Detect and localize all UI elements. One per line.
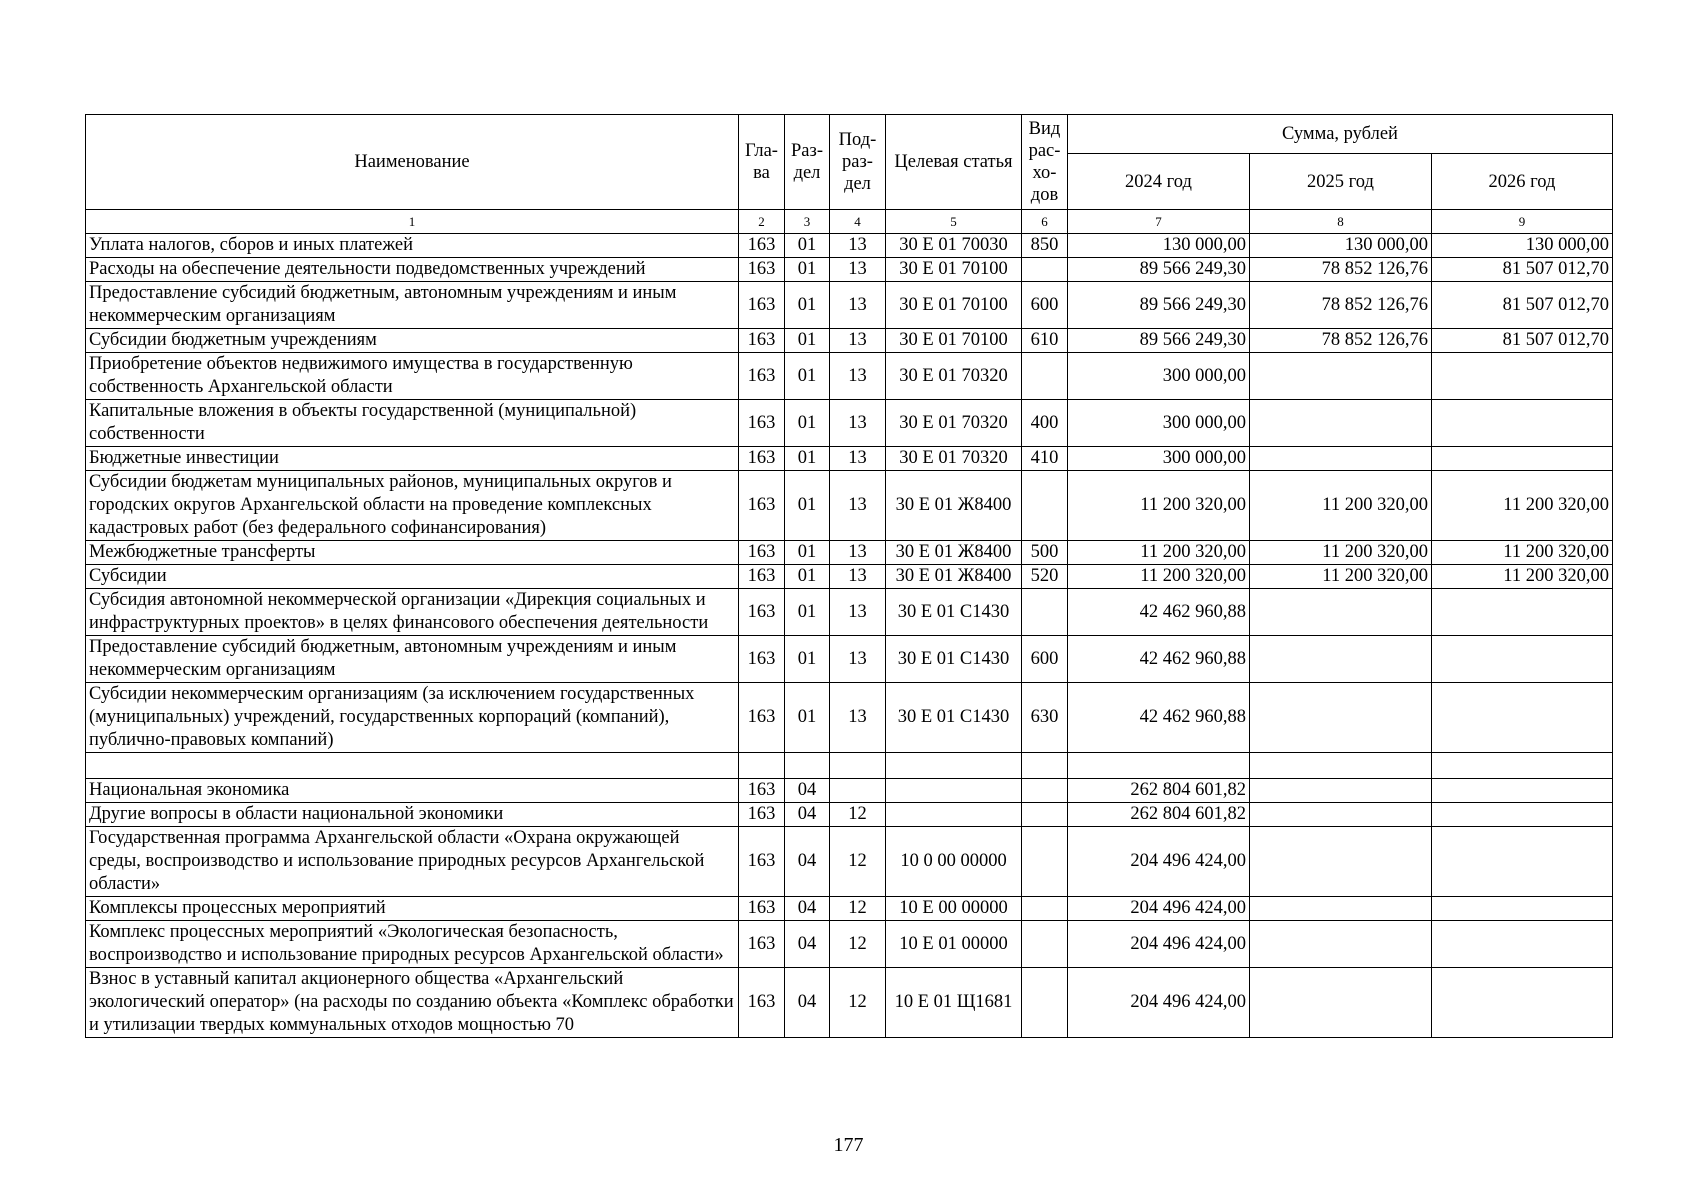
column-number: 7: [1068, 210, 1250, 234]
table-row: [86, 589, 1613, 636]
row-vid: [1022, 897, 1068, 921]
row-glava: 163: [739, 803, 785, 827]
row-sum-2026: [1432, 753, 1613, 779]
row-sum-2025: [1250, 683, 1432, 753]
row-razdel: 04: [785, 968, 830, 1038]
header-2026: 2026 год: [1432, 154, 1613, 210]
row-sum-2026: [1432, 921, 1613, 968]
row-sum-2026: [1432, 589, 1613, 636]
header-sum: Сумма, рублей: [1068, 115, 1613, 154]
column-number: 9: [1432, 210, 1613, 234]
budget-table: [85, 114, 1613, 1038]
row-name: Уплата налогов, сборов и иных платежей: [86, 234, 739, 258]
row-podrazdel: 13: [830, 400, 886, 447]
row-razdel: 01: [785, 541, 830, 565]
row-sum-2024: 89 566 249,30: [1068, 282, 1250, 329]
row-vid: 610: [1022, 329, 1068, 353]
row-sum-2024: 300 000,00: [1068, 400, 1250, 447]
row-razdel: 01: [785, 683, 830, 753]
table-row: [86, 400, 1613, 447]
row-sum-2024: 262 804 601,82: [1068, 779, 1250, 803]
row-razdel: 01: [785, 258, 830, 282]
row-name: Расходы на обеспечение деятельности подведомственных учреждений: [86, 258, 739, 282]
row-razdel: 01: [785, 234, 830, 258]
row-podrazdel: 13: [830, 565, 886, 589]
row-sum-2026: 81 507 012,70: [1432, 282, 1613, 329]
row-sum-2024: 11 200 320,00: [1068, 565, 1250, 589]
row-vid: [1022, 471, 1068, 541]
row-sum-2026: [1432, 968, 1613, 1038]
row-target: 30 Е 01 Ж8400: [886, 471, 1022, 541]
row-sum-2026: [1432, 636, 1613, 683]
header-2024: 2024 год: [1068, 154, 1250, 210]
row-sum-2024: 42 462 960,88: [1068, 589, 1250, 636]
row-vid: 400: [1022, 400, 1068, 447]
row-podrazdel: 13: [830, 471, 886, 541]
row-name: Межбюджетные трансферты: [86, 541, 739, 565]
header-target: Целевая статья: [886, 115, 1022, 210]
header-razdel: Раз-дел: [785, 115, 830, 210]
row-vid: [1022, 258, 1068, 282]
row-name: Капитальные вложения в объекты государственной (муниципальной) собственности: [86, 400, 739, 447]
row-glava: 163: [739, 282, 785, 329]
column-number: 1: [86, 210, 739, 234]
row-podrazdel: 12: [830, 968, 886, 1038]
row-vid: 600: [1022, 636, 1068, 683]
header-name: Наименование: [86, 115, 739, 210]
row-sum-2025: 11 200 320,00: [1250, 541, 1432, 565]
row-sum-2026: [1432, 353, 1613, 400]
table-row: [86, 968, 1613, 1038]
row-razdel: 01: [785, 471, 830, 541]
row-sum-2026: [1432, 683, 1613, 753]
row-razdel: 04: [785, 897, 830, 921]
row-sum-2024: 204 496 424,00: [1068, 827, 1250, 897]
row-glava: 163: [739, 968, 785, 1038]
column-number: 4: [830, 210, 886, 234]
row-sum-2025: 11 200 320,00: [1250, 565, 1432, 589]
table-row: [86, 258, 1613, 282]
row-podrazdel: 13: [830, 329, 886, 353]
column-number: 3: [785, 210, 830, 234]
row-target: 10 Е 01 Щ1681: [886, 968, 1022, 1038]
row-sum-2025: [1250, 779, 1432, 803]
row-razdel: 01: [785, 565, 830, 589]
row-sum-2024: [1068, 753, 1250, 779]
row-name: Взнос в уставный капитал акционерного общества «Архангельский экологический оператор» (на расходы по созданию объекта «Комплекс обработки и утилизации твердых коммунальных отходов мощностью 70: [86, 968, 739, 1038]
row-target: 30 Е 01 С1430: [886, 683, 1022, 753]
row-sum-2024: 42 462 960,88: [1068, 636, 1250, 683]
table-header: [86, 115, 1613, 234]
row-sum-2026: [1432, 897, 1613, 921]
row-glava: 163: [739, 400, 785, 447]
row-sum-2025: [1250, 897, 1432, 921]
row-glava: 163: [739, 258, 785, 282]
row-vid: [1022, 589, 1068, 636]
row-target: [886, 779, 1022, 803]
row-podrazdel: 13: [830, 234, 886, 258]
table-row: [86, 827, 1613, 897]
row-glava: 163: [739, 897, 785, 921]
row-podrazdel: 13: [830, 282, 886, 329]
row-sum-2025: 78 852 126,76: [1250, 282, 1432, 329]
header-vid: Вид рас-хо-дов: [1022, 115, 1068, 210]
row-sum-2025: [1250, 353, 1432, 400]
row-target: 30 Е 01 70100: [886, 282, 1022, 329]
row-sum-2026: 81 507 012,70: [1432, 258, 1613, 282]
row-glava: 163: [739, 589, 785, 636]
row-podrazdel: 13: [830, 258, 886, 282]
row-target: 30 Е 01 С1430: [886, 589, 1022, 636]
row-vid: 630: [1022, 683, 1068, 753]
row-glava: 163: [739, 779, 785, 803]
row-glava: 163: [739, 447, 785, 471]
row-razdel: 01: [785, 636, 830, 683]
table-row: [86, 779, 1613, 803]
table-body: [86, 234, 1613, 1038]
row-razdel: [785, 753, 830, 779]
row-glava: 163: [739, 921, 785, 968]
row-target: 30 Е 01 70320: [886, 400, 1022, 447]
row-glava: 163: [739, 234, 785, 258]
row-sum-2024: 204 496 424,00: [1068, 897, 1250, 921]
row-glava: 163: [739, 565, 785, 589]
row-glava: [739, 753, 785, 779]
row-target: 30 Е 01 70100: [886, 329, 1022, 353]
row-sum-2025: 78 852 126,76: [1250, 329, 1432, 353]
row-target: 30 Е 01 70030: [886, 234, 1022, 258]
row-podrazdel: [830, 753, 886, 779]
row-target: 10 0 00 00000: [886, 827, 1022, 897]
table-row: [86, 753, 1613, 779]
row-razdel: 01: [785, 400, 830, 447]
row-sum-2024: 11 200 320,00: [1068, 541, 1250, 565]
row-sum-2024: 130 000,00: [1068, 234, 1250, 258]
row-sum-2024: 89 566 249,30: [1068, 329, 1250, 353]
row-sum-2025: [1250, 400, 1432, 447]
row-name: Предоставление субсидий бюджетным, автономным учреждениям и иным некоммерческим организациям: [86, 282, 739, 329]
row-name: Субсидии бюджетным учреждениям: [86, 329, 739, 353]
row-vid: 520: [1022, 565, 1068, 589]
row-glava: 163: [739, 353, 785, 400]
row-sum-2025: [1250, 968, 1432, 1038]
header-2025: 2025 год: [1250, 154, 1432, 210]
row-sum-2024: 300 000,00: [1068, 447, 1250, 471]
row-target: 10 Е 00 00000: [886, 897, 1022, 921]
row-target: 30 Е 01 С1430: [886, 636, 1022, 683]
row-podrazdel: 13: [830, 447, 886, 471]
row-glava: 163: [739, 541, 785, 565]
row-name: Государственная программа Архангельской области «Охрана окружающей среды, воспроизводство и использование природных ресурсов Архангельской области»: [86, 827, 739, 897]
row-sum-2025: 11 200 320,00: [1250, 471, 1432, 541]
row-name: Бюджетные инвестиции: [86, 447, 739, 471]
row-podrazdel: 13: [830, 636, 886, 683]
row-sum-2025: 130 000,00: [1250, 234, 1432, 258]
table-row: [86, 471, 1613, 541]
column-numbers-row: [86, 210, 1613, 234]
row-sum-2024: 262 804 601,82: [1068, 803, 1250, 827]
table-row: [86, 447, 1613, 471]
table-row: [86, 803, 1613, 827]
row-sum-2024: 300 000,00: [1068, 353, 1250, 400]
row-sum-2024: 204 496 424,00: [1068, 921, 1250, 968]
row-podrazdel: 12: [830, 921, 886, 968]
row-name: Национальная экономика: [86, 779, 739, 803]
row-name: Комплекс процессных мероприятий «Экологическая безопасность, воспроизводство и использование природных ресурсов Архангельской области»: [86, 921, 739, 968]
column-number: 8: [1250, 210, 1432, 234]
row-sum-2024: 11 200 320,00: [1068, 471, 1250, 541]
row-sum-2024: 89 566 249,30: [1068, 258, 1250, 282]
row-sum-2025: [1250, 589, 1432, 636]
row-sum-2026: 81 507 012,70: [1432, 329, 1613, 353]
header-glava: Гла-ва: [739, 115, 785, 210]
row-podrazdel: 12: [830, 827, 886, 897]
row-razdel: 04: [785, 803, 830, 827]
row-podrazdel: 12: [830, 897, 886, 921]
row-name: Субсидии бюджетам муниципальных районов, муниципальных округов и городских округов Архангельской области на проведение комплексных кадастровых работ (без федерального софинансирования): [86, 471, 739, 541]
row-name: Субсидии некоммерческим организациям (за исключением государственных (муниципальных) учреждений, государственных корпораций (компаний), публично-правовых компаний): [86, 683, 739, 753]
row-target: [886, 753, 1022, 779]
row-sum-2026: [1432, 447, 1613, 471]
row-sum-2025: [1250, 827, 1432, 897]
row-glava: 163: [739, 683, 785, 753]
table-row: [86, 683, 1613, 753]
row-sum-2024: 42 462 960,88: [1068, 683, 1250, 753]
row-target: 30 Е 01 70320: [886, 353, 1022, 400]
row-vid: [1022, 753, 1068, 779]
row-vid: [1022, 968, 1068, 1038]
row-podrazdel: 13: [830, 541, 886, 565]
row-name: Комплексы процессных мероприятий: [86, 897, 739, 921]
row-target: 30 Е 01 Ж8400: [886, 541, 1022, 565]
table-row: [86, 636, 1613, 683]
row-sum-2026: [1432, 827, 1613, 897]
row-glava: 163: [739, 636, 785, 683]
row-razdel: 04: [785, 779, 830, 803]
row-vid: [1022, 353, 1068, 400]
row-sum-2026: 11 200 320,00: [1432, 541, 1613, 565]
row-name: [86, 753, 739, 779]
row-razdel: 04: [785, 921, 830, 968]
row-razdel: 01: [785, 329, 830, 353]
row-sum-2026: 11 200 320,00: [1432, 565, 1613, 589]
row-razdel: 04: [785, 827, 830, 897]
row-podrazdel: 13: [830, 353, 886, 400]
column-number: 6: [1022, 210, 1068, 234]
row-vid: 600: [1022, 282, 1068, 329]
row-vid: [1022, 827, 1068, 897]
row-name: Субсидия автономной некоммерческой организации «Дирекция социальных и инфраструктурных проектов» в целях финансового обеспечения деятельности: [86, 589, 739, 636]
table-row: [86, 353, 1613, 400]
table-row: [86, 234, 1613, 258]
row-target: [886, 803, 1022, 827]
row-target: 30 Е 01 70100: [886, 258, 1022, 282]
row-sum-2025: [1250, 753, 1432, 779]
row-sum-2025: [1250, 921, 1432, 968]
row-sum-2026: [1432, 779, 1613, 803]
row-podrazdel: 12: [830, 803, 886, 827]
row-vid: 410: [1022, 447, 1068, 471]
row-razdel: 01: [785, 447, 830, 471]
row-vid: 500: [1022, 541, 1068, 565]
row-sum-2025: 78 852 126,76: [1250, 258, 1432, 282]
column-number: 2: [739, 210, 785, 234]
row-podrazdel: [830, 779, 886, 803]
row-vid: [1022, 921, 1068, 968]
row-vid: [1022, 803, 1068, 827]
page-number: 177: [833, 1134, 864, 1156]
row-target: 30 Е 01 Ж8400: [886, 565, 1022, 589]
table-row: [86, 282, 1613, 329]
table-row: [86, 921, 1613, 968]
row-name: Другие вопросы в области национальной экономики: [86, 803, 739, 827]
row-glava: 163: [739, 471, 785, 541]
row-sum-2024: 204 496 424,00: [1068, 968, 1250, 1038]
row-name: Приобретение объектов недвижимого имущества в государственную собственность Архангельской области: [86, 353, 739, 400]
row-podrazdel: 13: [830, 683, 886, 753]
row-podrazdel: 13: [830, 589, 886, 636]
row-glava: 163: [739, 827, 785, 897]
row-vid: 850: [1022, 234, 1068, 258]
table-row: [86, 329, 1613, 353]
table-row: [86, 541, 1613, 565]
row-razdel: 01: [785, 589, 830, 636]
row-sum-2026: 130 000,00: [1432, 234, 1613, 258]
row-name: Предоставление субсидий бюджетным, автономным учреждениям и иным некоммерческим организациям: [86, 636, 739, 683]
row-sum-2025: [1250, 803, 1432, 827]
row-name: Субсидии: [86, 565, 739, 589]
row-sum-2026: [1432, 400, 1613, 447]
row-target: 30 Е 01 70320: [886, 447, 1022, 471]
row-target: 10 Е 01 00000: [886, 921, 1022, 968]
table-row: [86, 897, 1613, 921]
header-podrazdel: Под-раз-дел: [830, 115, 886, 210]
row-razdel: 01: [785, 353, 830, 400]
row-sum-2026: 11 200 320,00: [1432, 471, 1613, 541]
row-vid: [1022, 779, 1068, 803]
column-number: 5: [886, 210, 1022, 234]
row-sum-2025: [1250, 447, 1432, 471]
row-sum-2026: [1432, 803, 1613, 827]
row-glava: 163: [739, 329, 785, 353]
row-razdel: 01: [785, 282, 830, 329]
row-sum-2025: [1250, 636, 1432, 683]
table-row: [86, 565, 1613, 589]
